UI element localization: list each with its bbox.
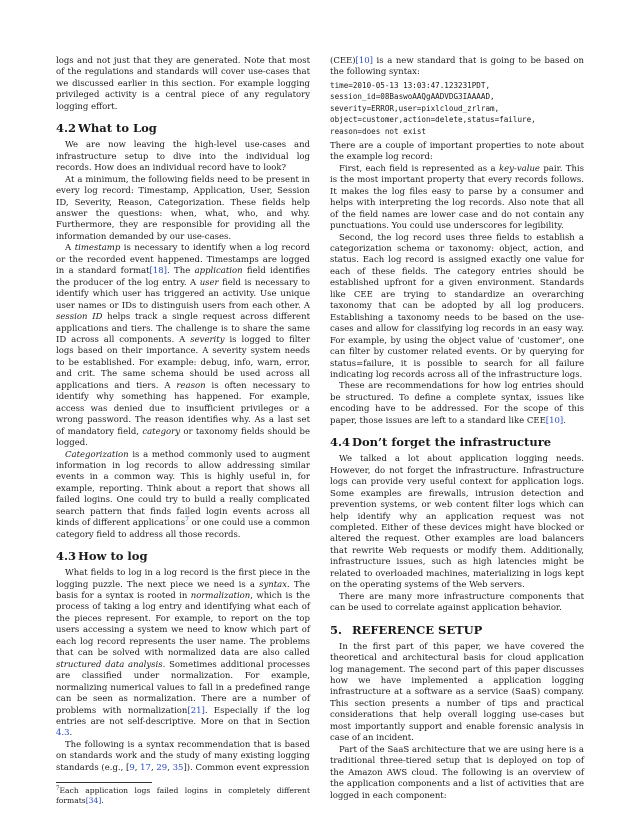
citation-link[interactable]: [21] — [187, 705, 205, 716]
paragraph: We talked a lot about application logging needs. However, do not forget the infrastructure. Infrastructure logs can provide very useful context for application logs. Some examples are firewalls, intrusion detection and prevention systems, or web content filter logs which can help identify why an application request was not completed. Either of these devices might have blocked or altered the request. Other examples are load balancers that rewrite Web requests or modify them. Additionally, infrastructure issues, such as high latencies might be related to overloaded machines, materializing in logs kept on the operating systems of the Web servers. — [330, 454, 584, 591]
paragraph: First, each field is represented as a key-value pair. This is the most important property that every records follows. It makes the log files easy to parse by a consumer and helps with interpreting the log records. Also note that all of the field names are lower case and do not contain any punctuations. You could use underscores for legibility. — [330, 163, 585, 232]
citation-link[interactable]: [10] — [545, 415, 564, 426]
left-column — [56, 56, 310, 806]
footnote-divider — [56, 782, 152, 783]
section-heading-4-4: 4.4 Don’t forget the infrastructure — [330, 435, 552, 450]
paragraph: These are recommendations for how log entries should be structured. To define a complete syntax, issues like encoding have to be addressed. For the scope of this paper, those issues are left to a standard like CEE[10]. — [330, 381, 584, 426]
citation-link[interactable]: 29 — [156, 762, 168, 773]
paragraph: The following is a syntax recommendation that is based on standards work and the study of many existing logging standards (e.g., [9, 17, 29, 35]). Common event expression — [56, 739, 310, 773]
footnote-marker[interactable]: 7 — [185, 516, 189, 524]
section-heading-4-2: 4.2 What to Log — [56, 121, 157, 136]
paragraph: A timestamp is necessary to identify when a log record or the recorded event happened. Timestamps are logged in a standard format[18]. The application field identifies the producer of the log entry. A user field is necessary to identify which user has triggered an activity. Use unique user names or IDs to distinguish users from each other. A session ID helps track a single request across different applications and tiers. The challenge is to share the same ID across all components. A severity is logged to filter logs based on their importance. A severity system needs to be established. For example: debug, info, warn, error, and crit. The same schema should be used across all applications and tiers. A reason is often necessary to identify why something has happened. For example, access was denied due to insufficient privileges or a wrong password. The reason identifies why. As a last set of mandatory field, category or taxonomy fields should be logged. — [56, 243, 311, 449]
footnote: $^7$Each application logs failed logins in completely different formats[34]. — [56, 785, 310, 806]
paragraph: Categorization is a method commonly used to augment information in log records to allow addressing similar events in a common way. This is highly useful in, for example, reporting. Think about a report that shows all failed logins. One could try to build a really complicated search pattern that finds failed login events across all kinds of different applications$^7$ or one could use a common category field to address all those records. — [56, 449, 310, 540]
citation-link[interactable]: 35 — [172, 762, 184, 773]
section-heading-4-3: 4.3 How to log — [56, 549, 148, 564]
citation-link[interactable]: 9 — [129, 762, 135, 773]
citation-link[interactable]: 17 — [140, 762, 151, 773]
paragraph: Second, the log record uses three fields to establish a categorization schema or taxonomy: object, action, and status. Each log record is assigned exactly one value for each of these fields. The category entries should be established upfront for a given environment. Standards like CEE are trying to standardize an overarching taxonomy that can be adopted by all log producers. Establishing a taxonomy needs to be based on the use-cases and allow for classifying log records in an easy way. For example, by using the object value of 'customer', one can filter by customer related events. Or by querying for status=failure, it is possible to search for all failure indicating log records across all of the infrastructure logs. — [330, 232, 584, 380]
paragraph: Part of the SaaS architecture that we are using here is a traditional three-tiered setup that is deployed on top of the Amazon AWS cloud. The following is an overview of the application components and a list of activities that are logged in each component: — [330, 744, 584, 801]
paragraph-intro: logs and not just that they are generated. Note that most of the regulations and standards will cover use-cases that we discussed earlier in this section. For example logging privileged activity is a central piece of any regulatory logging effort. — [56, 56, 310, 112]
citation-link[interactable]: [18] — [149, 266, 167, 277]
code-sample: time=2010-05-13 13:03:47.123231PDT, session_id=08BaswoAAQgAADVDG3IAAAAD, severity=ERROR,user=pixlcloud_zrlram, object=customer,action=delete,status=failure, reason=does not exist — [330, 80, 536, 136]
citation-link[interactable]: [34] — [85, 796, 102, 806]
paragraph: In the first part of this paper, we have covered the theoretical and architectural basis for cloud application log management. The second part of this paper discusses how we have implemented a application logging infrastructure at a software as a service (SaaS) company. This section presents a number of tips and practical considerations that help overall logging use-cases but most importantly support and enable forensic analysis in case of an incident. — [330, 641, 584, 744]
paragraph: (CEE)[10] is a new standard that is going to be based on the following syntax: — [330, 56, 584, 78]
paragraph: What fields to log in a log record is the first piece in the logging puzzle. The next piece we need is a syntax. The basis for a syntax is rooted in normalization, which is the process of taking a log entry and identifying what each of the pieces represent. For example, to report on the top users accessing a system we need to know which part of each log record represents the user name. The problems that can be solved with normalized data are also called structured data analysis. Sometimes additional processes are classified under normalization. For example, normalizing numerical values to fall in a predefined range can be seen as normalization. There are a number of problems with normalization[21]. Especially if the log entries are not self-descriptive. More on that in Section 4.3. — [56, 568, 310, 739]
right-column — [330, 56, 584, 802]
section-link[interactable]: 4.3 — [56, 728, 70, 739]
paragraph: There are a couple of important properties to note about the example log record: — [330, 140, 584, 163]
citation-link[interactable]: [10] — [355, 56, 373, 66]
paragraph: There are many more infrastructure components that can be used to correlate against application behavior. — [330, 591, 584, 614]
section-heading-5: 5. REFERENCE SETUP — [330, 622, 483, 637]
paragraph: At a minimum, the following fields need to be present in every log record: Timestamp, Application, User, Session ID, Severity, Reason, Categorization. These fields help answer the questions: when, what, who, and why. Furthermore, they are responsible for providing all the information demanded by our use-cases. — [56, 174, 310, 242]
paragraph: We are now leaving the high-level use-cases and infrastructure setup to dive into the individual log records. How does an individual record have to look? — [56, 140, 310, 174]
